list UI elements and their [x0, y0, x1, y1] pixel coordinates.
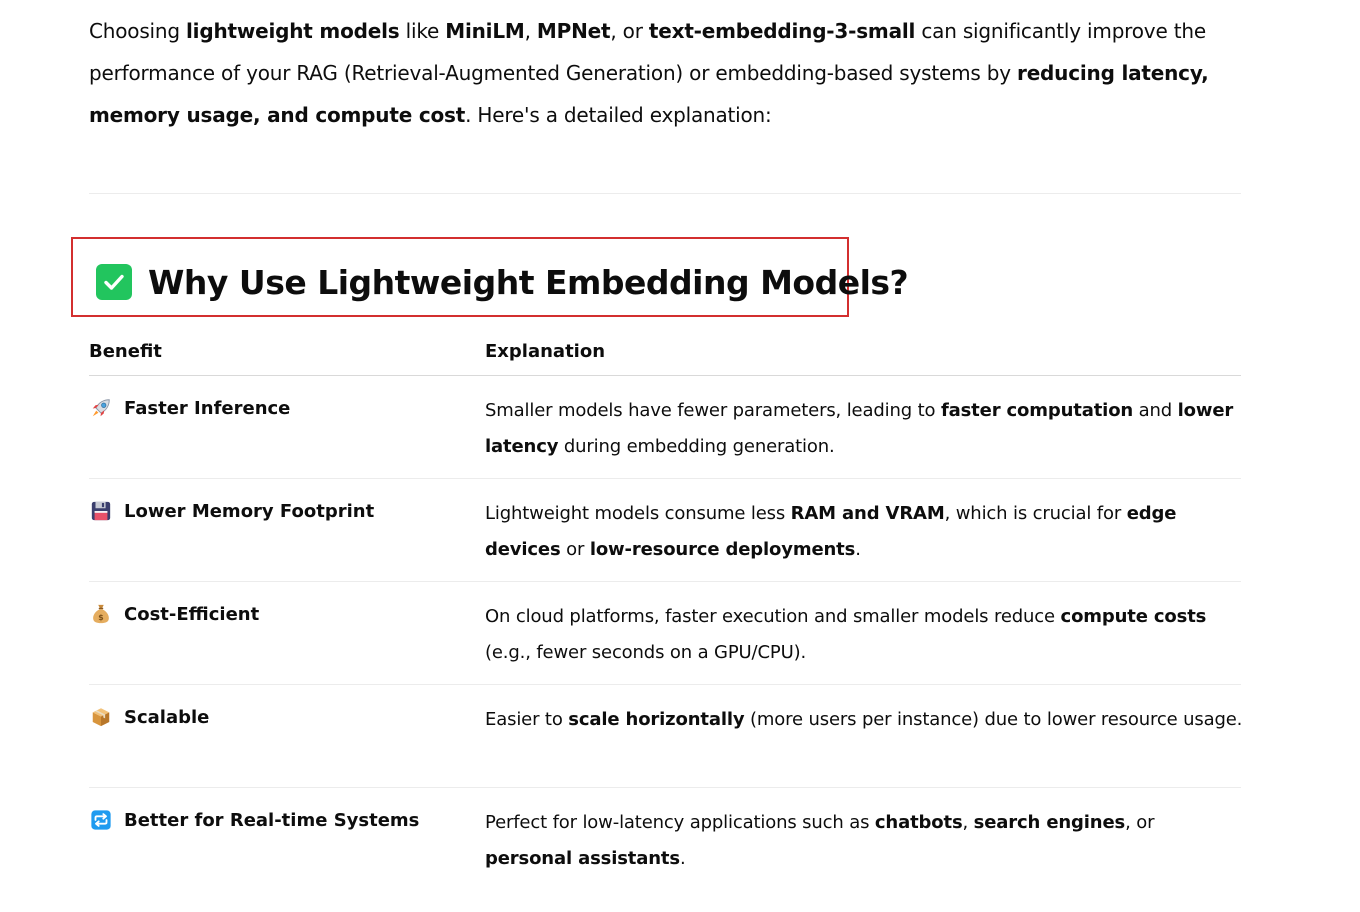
explanation-bold: lower latency: [485, 400, 1234, 457]
explanation-bold: chatbots: [874, 812, 963, 833]
section-heading: [96, 262, 908, 302]
benefit-label: Better for Real-time Systems: [124, 809, 420, 831]
table-row: [89, 479, 1241, 582]
intro-bold: MPNet: [536, 19, 611, 43]
section-title: Why Use Lightweight Embedding Models?: [148, 262, 909, 302]
table-row: [89, 376, 1241, 479]
intro-text: like: [399, 19, 446, 43]
explanation-bold: low-resource deployments: [589, 539, 856, 560]
check-mark-icon: [96, 264, 132, 300]
intro-text: Choosing: [89, 19, 187, 43]
header-benefit: Benefit: [89, 341, 162, 362]
explanation-text: Lightweight models consume less: [485, 503, 791, 524]
benefit-cell: [89, 602, 259, 626]
intro-bold: reducing latency, memory usage, and compute cost: [89, 61, 1209, 127]
explanation-text: On cloud platforms, faster execution and smaller models reduce: [485, 606, 1061, 627]
benefit-label: Lower Memory Footprint: [124, 500, 375, 522]
explanation-bold: search engines: [973, 812, 1126, 833]
table-row: [89, 788, 1241, 890]
svg-text:$: $: [98, 613, 104, 623]
explanation-text: during embedding generation.: [558, 436, 835, 457]
explanation-bold: personal assistants: [485, 848, 680, 869]
explanation-bold: faster computation: [940, 400, 1134, 421]
explanation-text: Perfect for low-latency applications such as: [485, 812, 875, 833]
benefit-cell: [89, 499, 374, 523]
explanation-bold: scale horizontally: [568, 709, 745, 730]
explanation-text: and: [1133, 400, 1178, 421]
benefit-label: Faster Inference: [124, 397, 291, 419]
benefits-table: [89, 333, 1241, 890]
benefit-label: Scalable: [124, 706, 210, 728]
explanation-text: Easier to: [485, 709, 569, 730]
table-row: [89, 685, 1241, 788]
benefit-cell: [89, 808, 419, 832]
table-row: [89, 582, 1241, 685]
explanation-cell: [485, 393, 1245, 465]
explanation-text: .: [855, 539, 861, 560]
intro-text: ,: [524, 19, 537, 43]
benefit-cell: [89, 396, 290, 420]
explanation-text: or: [560, 539, 590, 560]
benefit-label: Cost-Efficient: [124, 603, 260, 625]
rocket-icon: [89, 396, 113, 420]
intro-text: . Here's a detailed explanation:: [465, 103, 772, 127]
repeat-icon: [89, 808, 113, 832]
intro-bold: lightweight models: [186, 19, 400, 43]
benefit-cell: [89, 705, 209, 729]
floppy-disk-icon: [89, 499, 113, 523]
header-explanation: Explanation: [485, 341, 606, 362]
explanation-text: , or: [1125, 812, 1155, 833]
intro-text: , or: [610, 19, 649, 43]
explanation-text: (e.g., fewer seconds on a GPU/CPU).: [485, 642, 807, 663]
table-header: [89, 333, 1241, 376]
explanation-bold: RAM and VRAM: [790, 503, 945, 524]
explanation-cell: [485, 599, 1245, 671]
explanation-cell: [485, 805, 1245, 877]
intro-text: can significantly improve the performance of your RAG (Retrieval-Augmented Generation) or embedding-based systems by: [89, 19, 1206, 85]
intro-bold: text-embedding-3-small: [648, 19, 916, 43]
explanation-bold: compute costs: [1060, 606, 1207, 627]
explanation-text: , which is crucial for: [944, 503, 1127, 524]
section-divider: [89, 193, 1241, 194]
intro-paragraph: [89, 10, 1241, 136]
explanation-text: ,: [962, 812, 974, 833]
money-bag-icon: [89, 602, 113, 626]
package-icon: [89, 705, 113, 729]
intro-bold: MiniLM: [445, 19, 525, 43]
explanation-bold: edge devices: [485, 503, 1177, 560]
explanation-text: Smaller models have fewer parameters, leading to: [485, 400, 941, 421]
explanation-cell: [485, 702, 1245, 738]
explanation-text: .: [679, 848, 686, 869]
explanation-text: (more users per instance) due to lower resource usage.: [744, 709, 1243, 730]
explanation-cell: [485, 496, 1245, 568]
